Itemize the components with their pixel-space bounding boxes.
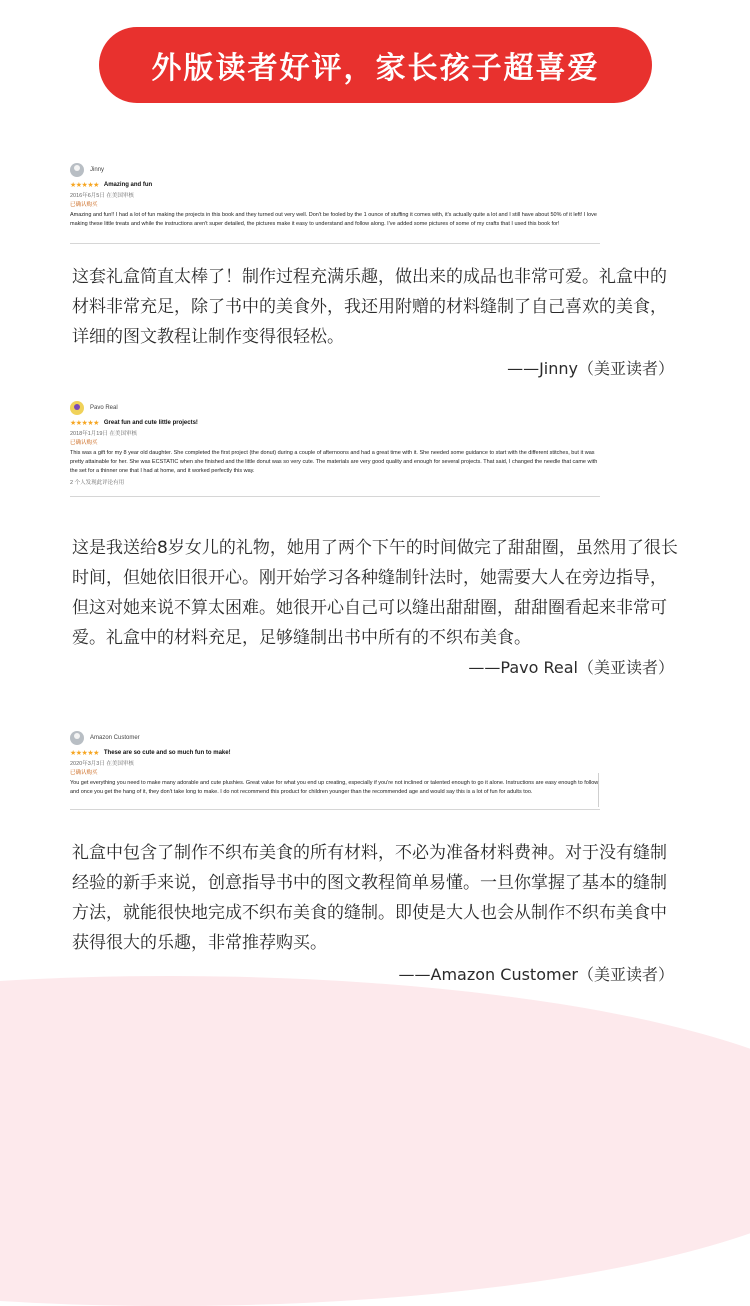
helpful-count: 2 个人发现此评论有用: [70, 480, 125, 486]
reviewer-name: Amazon Customer: [90, 735, 140, 741]
star-rating-icon: ★★★★★: [70, 750, 99, 757]
review-screenshot-3: [70, 731, 600, 810]
avatar: [70, 163, 84, 177]
review-author-3: ——Amazon Customer（美亚读者）: [398, 965, 674, 984]
review-body: Amazing and fun!! I had a lot of fun making the projects in this book and they turned out very well. Don't be fooled by the 1 ounce of stuffing it comes with, it's actually quite a lot and I still have about 50% of it left! I love making these little treats and while the instructions aren't super detailed, the pictures make it easy to understand and follow along. I've added some pictures of some of my crafts that I used this book for!: [70, 212, 597, 227]
background-decoration: [0, 976, 750, 1306]
reviewer-name: Jinny: [90, 167, 105, 173]
star-rating-icon: ★★★★★: [70, 420, 99, 427]
review-author-1: ——Jinny（美亚读者）: [507, 359, 674, 378]
rating-row: [70, 419, 600, 427]
avatar: [70, 731, 84, 745]
rating-row: [70, 181, 600, 189]
reviewer-name: Pavo Real: [90, 405, 118, 411]
review-title: These are so cute and so much fun to make!: [103, 750, 231, 756]
review-screenshot-2: [70, 401, 600, 497]
review-screenshot-1: [70, 163, 600, 244]
review-date: 2016年6月5日 在美国审核: [70, 193, 134, 199]
star-rating-icon: ★★★★★: [70, 182, 99, 189]
reviewer-row: [70, 401, 600, 415]
reviewer-row: [70, 163, 600, 177]
review-author-2: ——Pavo Real（美亚读者）: [468, 658, 674, 677]
reviewer-row: [70, 731, 600, 745]
verified-badge: 已确认购买: [70, 770, 98, 776]
review-title: Amazing and fun: [103, 182, 153, 188]
review-translation-1: 这套礼盒简直太棒了！制作过程充满乐趣，做出来的成品也非常可爱。礼盒中的材料非常充足，除了书中的美食外，我还用附赠的材料缝制了自己喜欢的美食，详细的图文教程让制作变得很轻松。: [72, 267, 667, 347]
avatar: [70, 401, 84, 415]
review-body: This was a gift for my 8 year old daughter. She completed the first project (the donut) during a couple of afternoons and had a great time with it. She needed some guidance to start with the different stitches, but it was pretty attainable for her. She was ECSTATIC when she finished and the little donut was so very cute. The materials are very good quality and enough for several projects. That said, I changed the needle that came with the set for a thinner one that I had at home, and it worked perfectly this way.: [70, 450, 598, 474]
review-title: Great fun and cute little projects!: [103, 420, 198, 426]
review-date: 2018年1月19日 在美国审核: [70, 431, 137, 437]
review-translation-3: 礼盒中包含了制作不织布美食的所有材料，不必为准备材料费神。对于没有缝制经验的新手来说，创意指导书中的图文教程简单易懂。一旦你掌握了基本的缝制方法，就能很快地完成不织布美食的缝制。即使是大人也会从制作不织布美食中获得很大的乐趣，非常推荐购买。: [72, 843, 667, 953]
review-date: 2020年3月3日 在美国审核: [70, 761, 134, 767]
header-banner: [99, 27, 652, 103]
review-body: You get everything you need to make many adorable and cute plushies. Great value for what you end up creating, especially if you're not inclined or talented enough to go it alone. Instructions are easy enough to follow and once you get the hang of it, they don't take long to make. I do not recommend this product for children younger than the recommended age and would say this is a lot of fun for adults too.: [70, 780, 599, 795]
review-translation-2: 这是我送给8岁女儿的礼物，她用了两个下午的时间做完了甜甜圈，虽然用了很长时间，但她依旧很开心。刚开始学习各种缝制针法时，她需要大人在旁边指导，但这对她来说不算太困难。她很开心自己可以缝出甜甜圈，甜甜圈看起来非常可爱。礼盒中的材料充足，足够缝制出书中所有的不织布美食。: [72, 538, 678, 648]
verified-badge: 已确认购买: [70, 440, 98, 446]
verified-badge: 已确认购买: [70, 202, 98, 208]
page-title: 外版读者好评，家长孩子超喜爱: [151, 51, 600, 86]
rating-row: [70, 749, 600, 757]
